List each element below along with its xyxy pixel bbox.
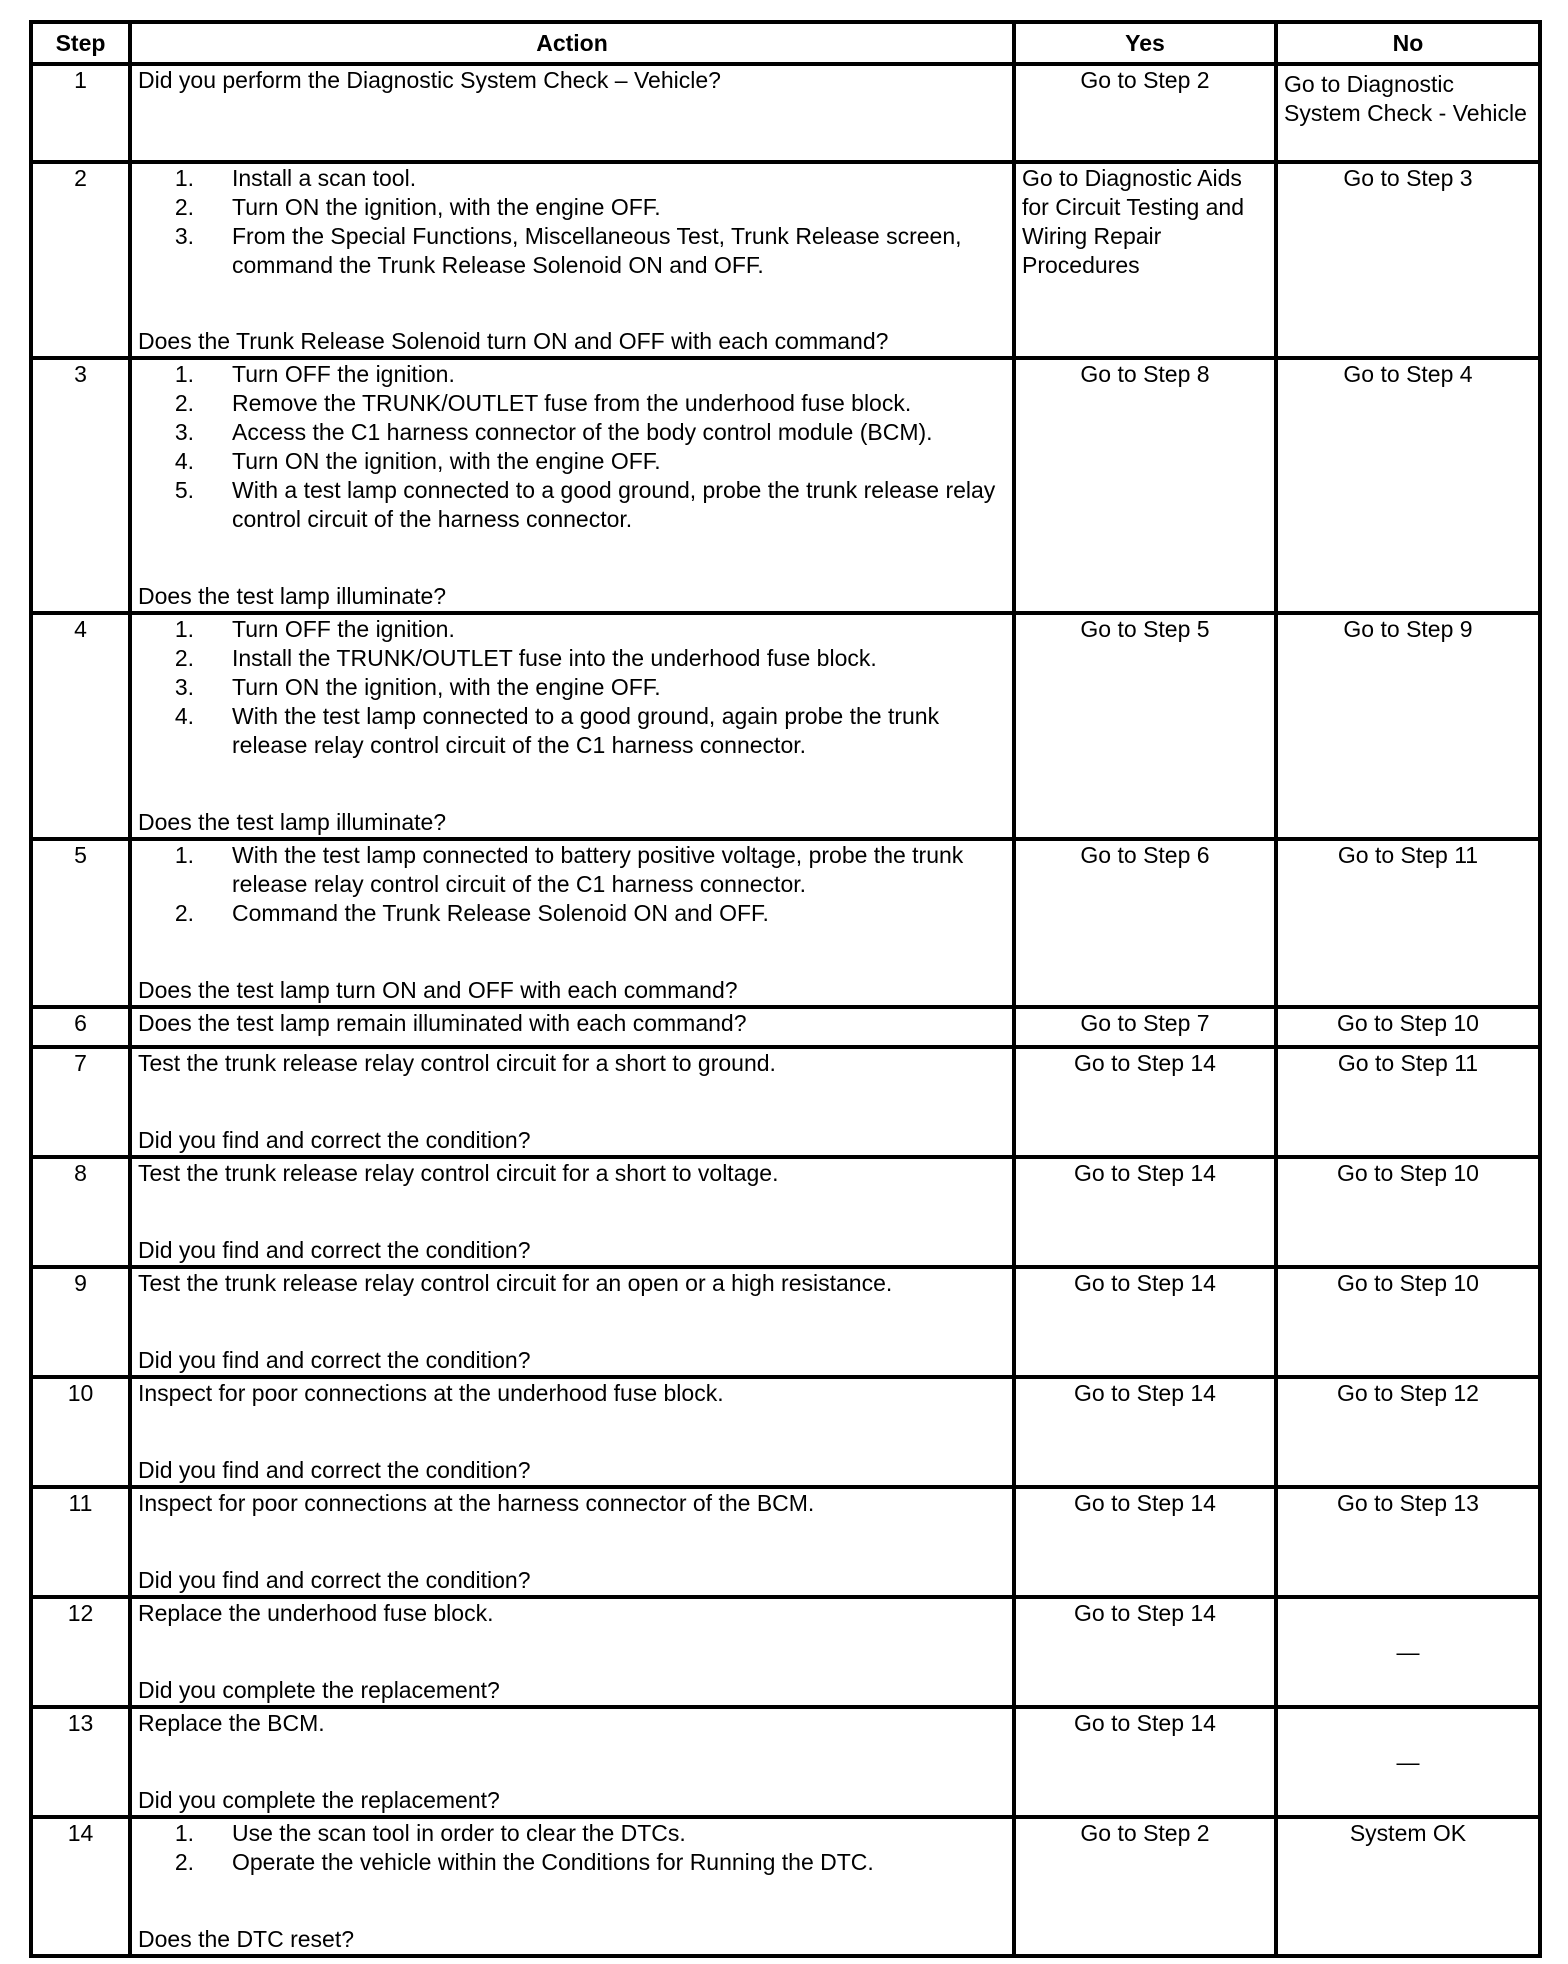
table-body bbox=[31, 64, 1540, 1956]
step-number: 14 bbox=[31, 1817, 130, 1956]
yes-cell: Go to Step 14 bbox=[1014, 1267, 1276, 1377]
action-cell bbox=[130, 1007, 1014, 1047]
action-question: Did you find and correct the condition? bbox=[138, 1237, 531, 1263]
action-cell bbox=[130, 1707, 1014, 1817]
table-row bbox=[31, 1157, 1540, 1267]
no-cell: Go to Step 10 bbox=[1276, 1007, 1540, 1047]
action-cell bbox=[130, 1487, 1014, 1597]
action-step: 1. With the test lamp connected to battery positive voltage, probe the trunk release relay control circuit of the C1 harness connector. bbox=[174, 842, 964, 897]
action-cell bbox=[130, 839, 1014, 1007]
table-row bbox=[31, 64, 1540, 162]
no-cell: Go to Step 10 bbox=[1276, 1157, 1540, 1267]
step-number: 3 bbox=[31, 358, 130, 613]
table-row bbox=[31, 1597, 1540, 1707]
action-step: 5. With a test lamp connected to a good ground, probe the trunk release relay control circuit of the harness connector. bbox=[174, 477, 996, 532]
action-cell bbox=[130, 1597, 1014, 1707]
no-cell: Go to Step 10 bbox=[1276, 1267, 1540, 1377]
yes-cell: Go to Step 2 bbox=[1014, 64, 1276, 162]
no-cell: Go to Step 11 bbox=[1276, 1047, 1540, 1157]
action-step: 4. With the test lamp connected to a good ground, again probe the trunk release relay control circuit of the C1 harness connector. bbox=[174, 703, 940, 758]
action-question: Did you complete the replacement? bbox=[138, 1787, 500, 1813]
step-number: 2 bbox=[31, 162, 130, 358]
action-text: Test the trunk release relay control circuit for a short to voltage. bbox=[138, 1160, 779, 1186]
action-question: Does the test lamp turn ON and OFF with each command? bbox=[138, 977, 738, 1003]
table-row bbox=[31, 1377, 1540, 1487]
table-row bbox=[31, 358, 1540, 613]
action-cell bbox=[130, 358, 1014, 613]
yes-cell: Go to Step 14 bbox=[1014, 1377, 1276, 1487]
action-cell bbox=[130, 64, 1014, 162]
action-text: Replace the underhood fuse block. bbox=[138, 1600, 494, 1626]
step-number: 9 bbox=[31, 1267, 130, 1377]
no-cell: Go to Step 13 bbox=[1276, 1487, 1540, 1597]
action-text: Replace the BCM. bbox=[138, 1710, 325, 1736]
step-number: 10 bbox=[31, 1377, 130, 1487]
table-row bbox=[31, 1007, 1540, 1047]
step-number: 5 bbox=[31, 839, 130, 1007]
action-text: Inspect for poor connections at the underhood fuse block. bbox=[138, 1380, 724, 1406]
table-row bbox=[31, 839, 1540, 1007]
action-step: 1. Turn OFF the ignition. bbox=[174, 616, 455, 642]
yes-cell: Go to Step 5 bbox=[1014, 613, 1276, 839]
action-question: Did you find and correct the condition? bbox=[138, 1347, 531, 1373]
diagnostic-table bbox=[29, 20, 1542, 1958]
header-row bbox=[31, 22, 1540, 64]
action-question: Does the DTC reset? bbox=[138, 1926, 355, 1952]
no-cell: Go to Step 9 bbox=[1276, 613, 1540, 839]
yes-cell: Go to Step 8 bbox=[1014, 358, 1276, 613]
yes-cell: Go to Step 14 bbox=[1014, 1157, 1276, 1267]
table-row bbox=[31, 1707, 1540, 1817]
action-question: Did you find and correct the condition? bbox=[138, 1127, 531, 1153]
action-steps bbox=[138, 841, 1006, 928]
no-cell: Go to Step 12 bbox=[1276, 1377, 1540, 1487]
table-row bbox=[31, 613, 1540, 839]
action-question: Does the test lamp illuminate? bbox=[138, 809, 447, 835]
action-steps bbox=[138, 1819, 1006, 1877]
step-number: 8 bbox=[31, 1157, 130, 1267]
no-cell: System OK bbox=[1276, 1817, 1540, 1956]
no-cell: Go to Step 3 bbox=[1276, 162, 1540, 358]
action-step: 2. Operate the vehicle within the Conditions for Running the DTC. bbox=[174, 1849, 874, 1875]
table-row bbox=[31, 1047, 1540, 1157]
header-step: Step bbox=[31, 22, 130, 64]
header-yes: Yes bbox=[1014, 22, 1276, 64]
action-question: Did you find and correct the condition? bbox=[138, 1567, 531, 1593]
step-number: 1 bbox=[31, 64, 130, 162]
action-step: 1. Turn OFF the ignition. bbox=[174, 361, 455, 387]
action-cell bbox=[130, 162, 1014, 358]
table-row bbox=[31, 1267, 1540, 1377]
action-step: 3. Access the C1 harness connector of the body control module (BCM). bbox=[174, 419, 933, 445]
yes-cell: Go to Step 6 bbox=[1014, 839, 1276, 1007]
no-cell: Go to Diagnostic System Check - Vehicle bbox=[1276, 64, 1540, 162]
action-step: 2. Command the Trunk Release Solenoid ON and OFF. bbox=[174, 900, 769, 926]
yes-cell: Go to Step 2 bbox=[1014, 1817, 1276, 1956]
action-text: Inspect for poor connections at the harness connector of the BCM. bbox=[138, 1490, 815, 1516]
step-number: 4 bbox=[31, 613, 130, 839]
no-cell: — bbox=[1276, 1597, 1540, 1707]
action-step: 2. Install the TRUNK/OUTLET fuse into the underhood fuse block. bbox=[174, 645, 877, 671]
action-question: Did you find and correct the condition? bbox=[138, 1457, 531, 1483]
yes-cell: Go to Step 14 bbox=[1014, 1047, 1276, 1157]
header-action: Action bbox=[130, 22, 1014, 64]
action-steps bbox=[138, 164, 1006, 280]
step-number: 7 bbox=[31, 1047, 130, 1157]
table-row bbox=[31, 162, 1540, 358]
action-step: 2. Turn ON the ignition, with the engine OFF. bbox=[174, 194, 661, 220]
action-step: 2. Remove the TRUNK/OUTLET fuse from the underhood fuse block. bbox=[174, 390, 912, 416]
table-row bbox=[31, 1487, 1540, 1597]
action-cell bbox=[130, 1157, 1014, 1267]
action-step: 3. From the Special Functions, Miscellaneous Test, Trunk Release screen, command the Trunk Release Solenoid ON and OFF. bbox=[174, 223, 962, 278]
action-cell bbox=[130, 1817, 1014, 1956]
yes-cell: Go to Diagnostic Aids for Circuit Testing and Wiring Repair Procedures bbox=[1014, 162, 1276, 358]
action-cell bbox=[130, 1267, 1014, 1377]
action-step: 4. Turn ON the ignition, with the engine OFF. bbox=[174, 448, 661, 474]
action-text: Did you perform the Diagnostic System Check – Vehicle? bbox=[138, 67, 721, 93]
action-step: 3. Turn ON the ignition, with the engine OFF. bbox=[174, 674, 661, 700]
action-text: Test the trunk release relay control circuit for an open or a high resistance. bbox=[138, 1270, 893, 1296]
header-no: No bbox=[1276, 22, 1540, 64]
action-text: Does the test lamp remain illuminated with each command? bbox=[138, 1010, 747, 1036]
action-cell bbox=[130, 1047, 1014, 1157]
yes-cell: Go to Step 14 bbox=[1014, 1707, 1276, 1817]
yes-cell: Go to Step 14 bbox=[1014, 1487, 1276, 1597]
action-question: Does the test lamp illuminate? bbox=[138, 583, 447, 609]
no-cell: — bbox=[1276, 1707, 1540, 1817]
action-steps bbox=[138, 615, 1006, 760]
action-question: Does the Trunk Release Solenoid turn ON and OFF with each command? bbox=[138, 328, 889, 354]
action-step: 1. Use the scan tool in order to clear the DTCs. bbox=[174, 1820, 686, 1846]
yes-cell: Go to Step 14 bbox=[1014, 1597, 1276, 1707]
action-steps bbox=[138, 360, 1006, 534]
action-text: Test the trunk release relay control circuit for a short to ground. bbox=[138, 1050, 776, 1076]
no-cell: Go to Step 11 bbox=[1276, 839, 1540, 1007]
action-cell bbox=[130, 613, 1014, 839]
yes-cell: Go to Step 7 bbox=[1014, 1007, 1276, 1047]
action-question: Did you complete the replacement? bbox=[138, 1677, 500, 1703]
table-row bbox=[31, 1817, 1540, 1956]
no-cell: Go to Step 4 bbox=[1276, 358, 1540, 613]
step-number: 6 bbox=[31, 1007, 130, 1047]
action-cell bbox=[130, 1377, 1014, 1487]
step-number: 13 bbox=[31, 1707, 130, 1817]
step-number: 12 bbox=[31, 1597, 130, 1707]
step-number: 11 bbox=[31, 1487, 130, 1597]
action-step: 1. Install a scan tool. bbox=[174, 165, 417, 191]
